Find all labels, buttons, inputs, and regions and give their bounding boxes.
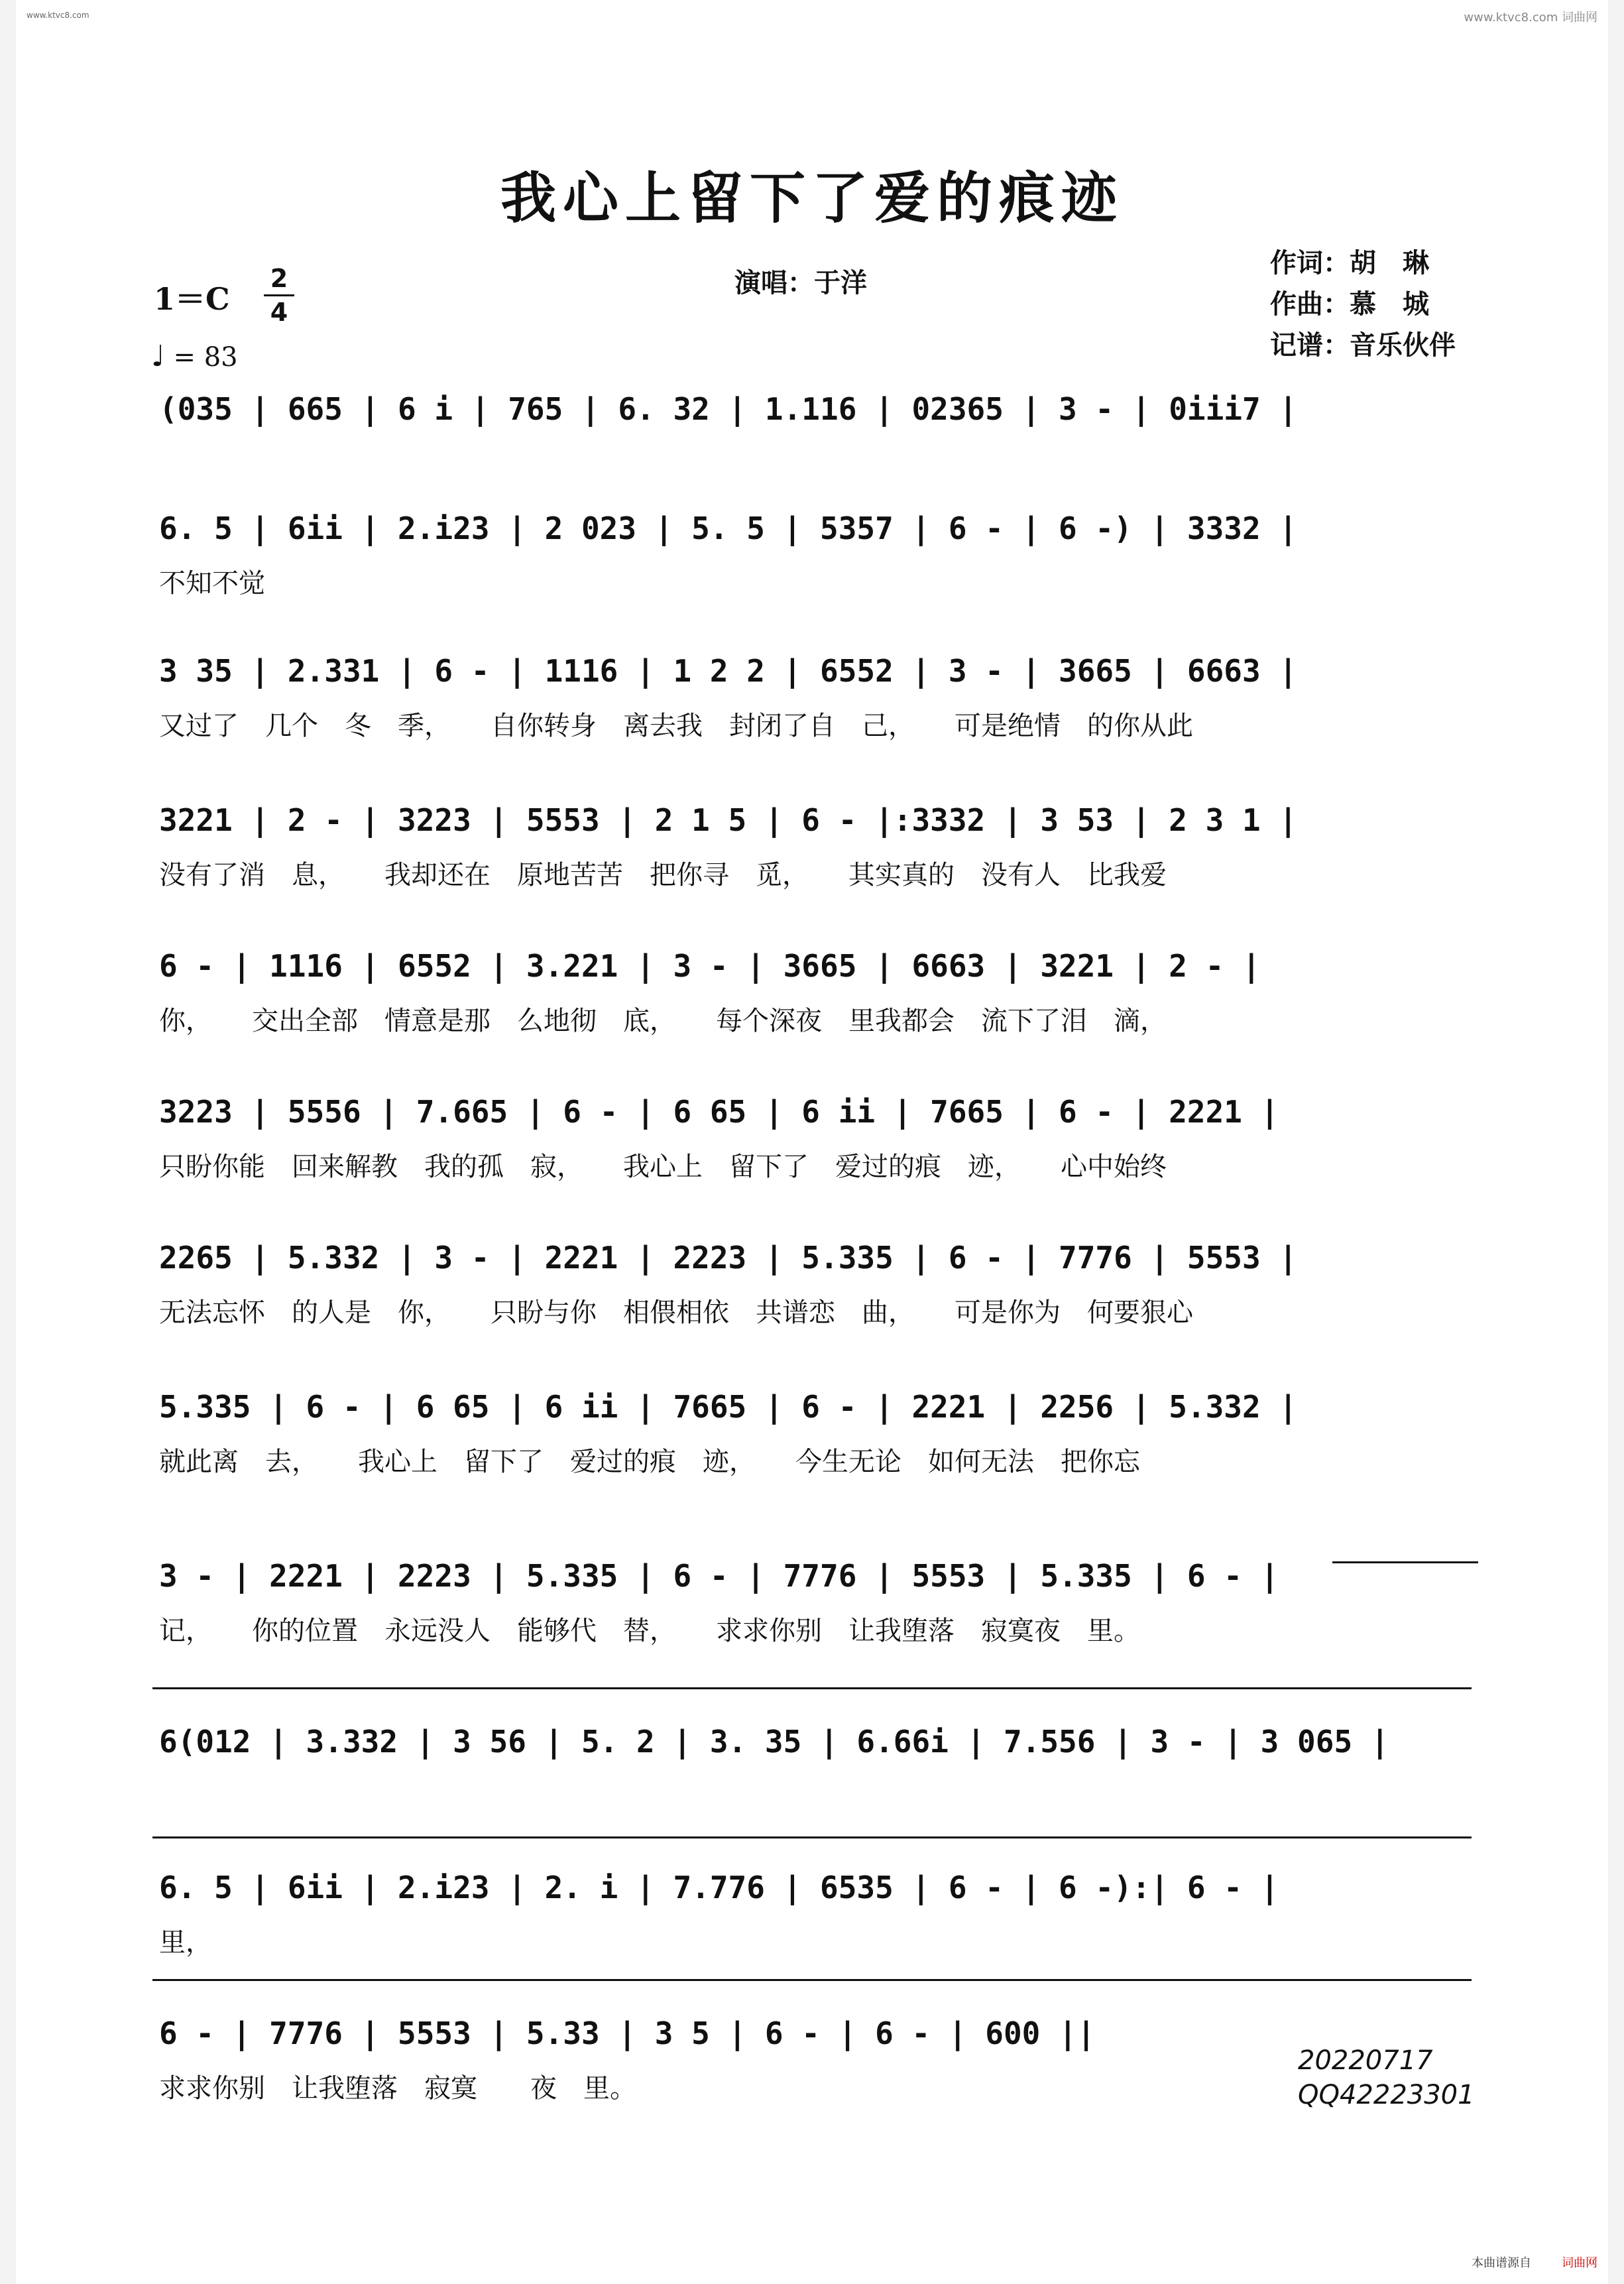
header-brand: www.ktvc8.com 词曲网 [1464,11,1597,25]
ending-bracket [152,1687,1472,1689]
row-notes: 6. 5 | 6ii | 2.i23 | 2 023 | 5. 5 | 5357 | 6 - | 6 -) | 3332 | [159,511,1298,546]
right-margin-strip [1608,0,1624,2284]
row-notes: (035 | 665 | 6 i | 765 | 6. 32 | 1.116 | 02365 | 3 - | 0iii7 | [159,391,1298,427]
row-notes: 6. 5 | 6ii | 2.i23 | 2. i | 7.776 | 6535 | 6 - | 6 -):| 6 - | [159,1870,1279,1905]
time-numerator: 2 [270,264,288,293]
row-notes: 6 - | 1116 | 6552 | 3.221 | 3 - | 3665 | 6663 | 3221 | 2 - | [159,948,1261,984]
row-notes: 5.335 | 6 - | 6 65 | 6 ii | 7665 | 6 - | 2221 | 2256 | 5.332 | [159,1389,1298,1425]
time-denominator: 4 [270,298,288,327]
ending-bracket [152,1979,1472,1981]
tempo-value: = 83 [173,342,238,373]
row-lyrics: 无法忘怀 的人是 你， 只盼与你 相偎相依 共谱恋 曲， 可是你为 何要狠心 [159,1297,1193,1328]
composer-credit: 作曲：慕 城 [1270,289,1429,320]
footer-qq: QQ42223301 [1298,2080,1475,2110]
row-lyrics: 只盼你能 回来解教 我的孤 寂， 我心上 留下了 爱过的痕 迹， 心中始终 [159,1152,1167,1182]
footer-source-left: 本曲谱源自 [1472,2256,1531,2270]
footer-date: 20220717 [1298,2045,1433,2076]
row-notes: 6 - | 7776 | 5553 | 5.33 | 3 5 | 6 - | 6 - | 600 || [159,2015,1096,2051]
left-margin-strip [0,0,16,2284]
row-notes: 3 35 | 2.331 | 6 - | 1116 | 1 2 2 | 6552 | 3 - | 3665 | 6663 | [159,653,1298,689]
row-lyrics: 你， 交出全部 情意是那 么地彻 底， 每个深夜 里我都会 流下了泪 滴， [159,1006,1167,1036]
footer-signature [1298,2043,1475,2112]
row-lyrics: 记， 你的位置 永远没人 能够代 替， 求求你别 让我堕落 寂寞夜 里。 [159,1616,1140,1646]
row-notes: 3 - | 2221 | 2223 | 5.335 | 6 - | 7776 | 5553 | 5.335 | 6 - | [159,1558,1279,1594]
row-notes: 2265 | 5.332 | 3 - | 2221 | 2223 | 5.335 | 6 - | 7776 | 5553 | [159,1240,1298,1276]
ending-bracket [152,1836,1472,1838]
lyricist-credit: 作词：胡 琳 [1270,248,1429,278]
singer-credit: 演唱：于洋 [734,268,867,298]
song-title: 我心上留下了爱的痕迹 [500,165,1124,231]
time-signature [264,264,294,327]
row-lyrics: 就此离 去， 我心上 留下了 爱过的痕 迹， 今生无论 如何无法 把你忘 [159,1447,1140,1477]
row-notes: 3221 | 2 - | 3223 | 5553 | 2 1 5 | 6 - |:3332 | 3 53 | 2 3 1 | [159,802,1298,838]
row-lyrics: 求求你别 让我堕落 寂寞 夜 里。 [159,2073,636,2104]
credits-block [1270,243,1456,366]
row-lyrics: 没有了消 息， 我却还在 原地苦苦 把你寻 觅， 其实真的 没有人 比我爱 [159,860,1167,890]
footer-source-right: 词曲网 [1562,2256,1597,2270]
quarter-note-icon: ♩ [151,339,165,373]
ending-bracket [1332,1561,1478,1563]
row-lyrics: 又过了 几个 冬 季， 自你转身 离去我 封闭了自 己， 可是绝情 的你从此 [159,711,1193,741]
key-signature: 1＝C [154,281,230,317]
tempo-marking [151,339,238,373]
row-lyrics: 里， [159,1927,212,1958]
row-notes: 6(012 | 3.332 | 3 56 | 5. 2 | 3. 35 | 6.66i | 7.556 | 3 - | 3 065 | [159,1724,1389,1760]
transcriber-credit: 记谱：音乐伙伴 [1270,330,1456,361]
header-small-text: www.ktvc8.com [27,11,89,20]
row-notes: 3223 | 5556 | 7.665 | 6 - | 6 65 | 6 ii | 7665 | 6 - | 2221 | [159,1094,1279,1130]
row-lyrics: 不知不觉 [159,568,265,599]
